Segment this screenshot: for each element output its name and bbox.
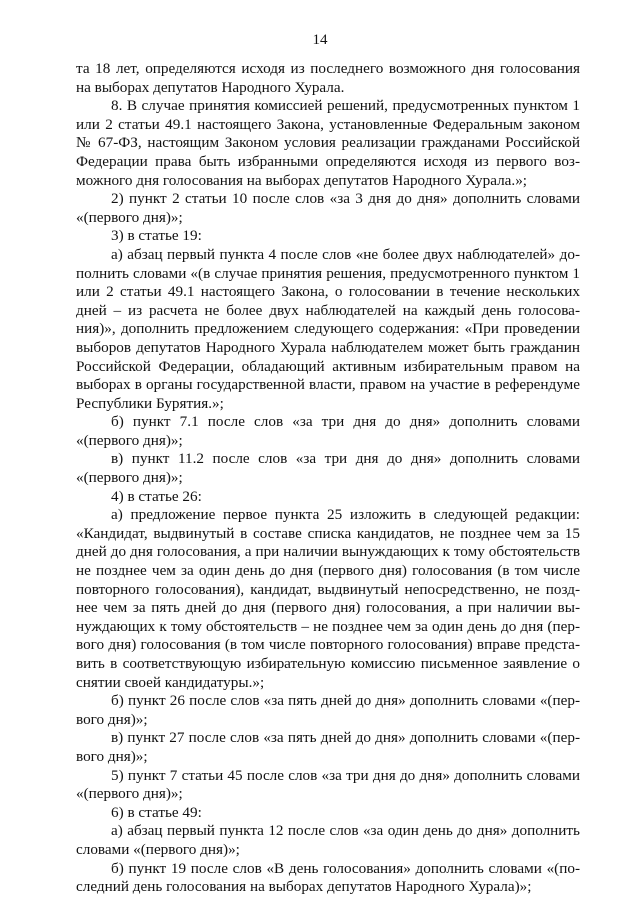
paragraph: в) пункт 27 после слов «за пять дней до дня» дополнить словами «(первого дня)»; [76, 729, 580, 765]
paragraph: 2) пункт 2 статьи 10 после слов «за 3 дня до дня» дополнить словами «(первого дня)»; [76, 190, 580, 226]
paragraph: 5) пункт 7 статьи 45 после слов «за три дня до дня» дополнить словами «(первого дня)»; [76, 766, 580, 803]
document-body [76, 60, 580, 897]
paragraph: а) абзац первый пункта 4 после слов «не более двух наблюдателей» дополнить словами «(в случае принятия решения, предусмотренного пунктом 1 или 2 статьи 49.1 настоящего Закона, о голосовании в течение нескольких дней – из расчета не более двух наблюдателей на каждый день голосования)», дополнить предложением следующего содержания: «При проведении выборов депутатов Народного Хурала наблюдателем может быть гражданин Российской Федерации, обладающий активным избирательным правом на выборах в органы государственной власти, правом на участие в референдуме Республики Бурятия.»; [76, 245, 580, 412]
paragraph: а) абзац первый пункта 12 после слов «за один день до дня» дополнить словами «(первого дня)»; [76, 822, 580, 858]
paragraph: б) пункт 26 после слов «за пять дней до дня» дополнить словами «(первого дня)»; [76, 692, 580, 728]
paragraph: 4) в статье 26: [111, 487, 202, 505]
paragraph: 3) в статье 19: [111, 227, 202, 245]
paragraph: 8. В случае принятия комиссией решений, предусмотренных пунктом 1 или 2 статьи 49.1 настоящего Закона, установленные Федеральным законом № 67-ФЗ, настоящим Законом условия реализации гражданами Российской Федерации права быть избранными определяются исходя из первого возможного дня голосования на выборах депутатов Народного Хурала.»; [76, 97, 580, 189]
page-number: 14 [312, 32, 328, 48]
paragraph: б) пункт 7.1 после слов «за три дня до дня» дополнить словами «(первого дня)»; [76, 413, 580, 449]
paragraph: б) пункт 19 после слов «В день голосования» дополнить словами «(последний день голосования на выборах депутатов Народного Хурала)»; [76, 859, 580, 896]
paragraph: 6) в статье 49: [111, 803, 202, 821]
paragraph: а) предложение первое пункта 25 изложить в следующей редакции: «Кандидат, выдвинутый в составе списка кандидатов, не позднее чем за 15 дней до дня голосования, а при наличии вынуждающих к тому обстоятельств не позднее чем за один день до дня (первого дня) голосования (в том числе повторного голосования), кандидат, выдвинутый непосредственно, не позднее чем за пять дней до дня (первого дня) голосования, а при наличии вынуждающих к тому обстоятельств – не позднее чем за один день до дня (первого дня) голосования (в том числе повторного голосования) вправе представить в соответствующую избирательную комиссию письменное заявление о снятии своей кандидатуры.»; [76, 506, 580, 691]
paragraph: в) пункт 11.2 после слов «за три дня до дня» дополнить словами «(первого дня)»; [76, 450, 580, 487]
paragraph: та 18 лет, определяются исходя из последнего возможного дня голосования на выборах депутатов Народного Хурала. [76, 60, 580, 96]
